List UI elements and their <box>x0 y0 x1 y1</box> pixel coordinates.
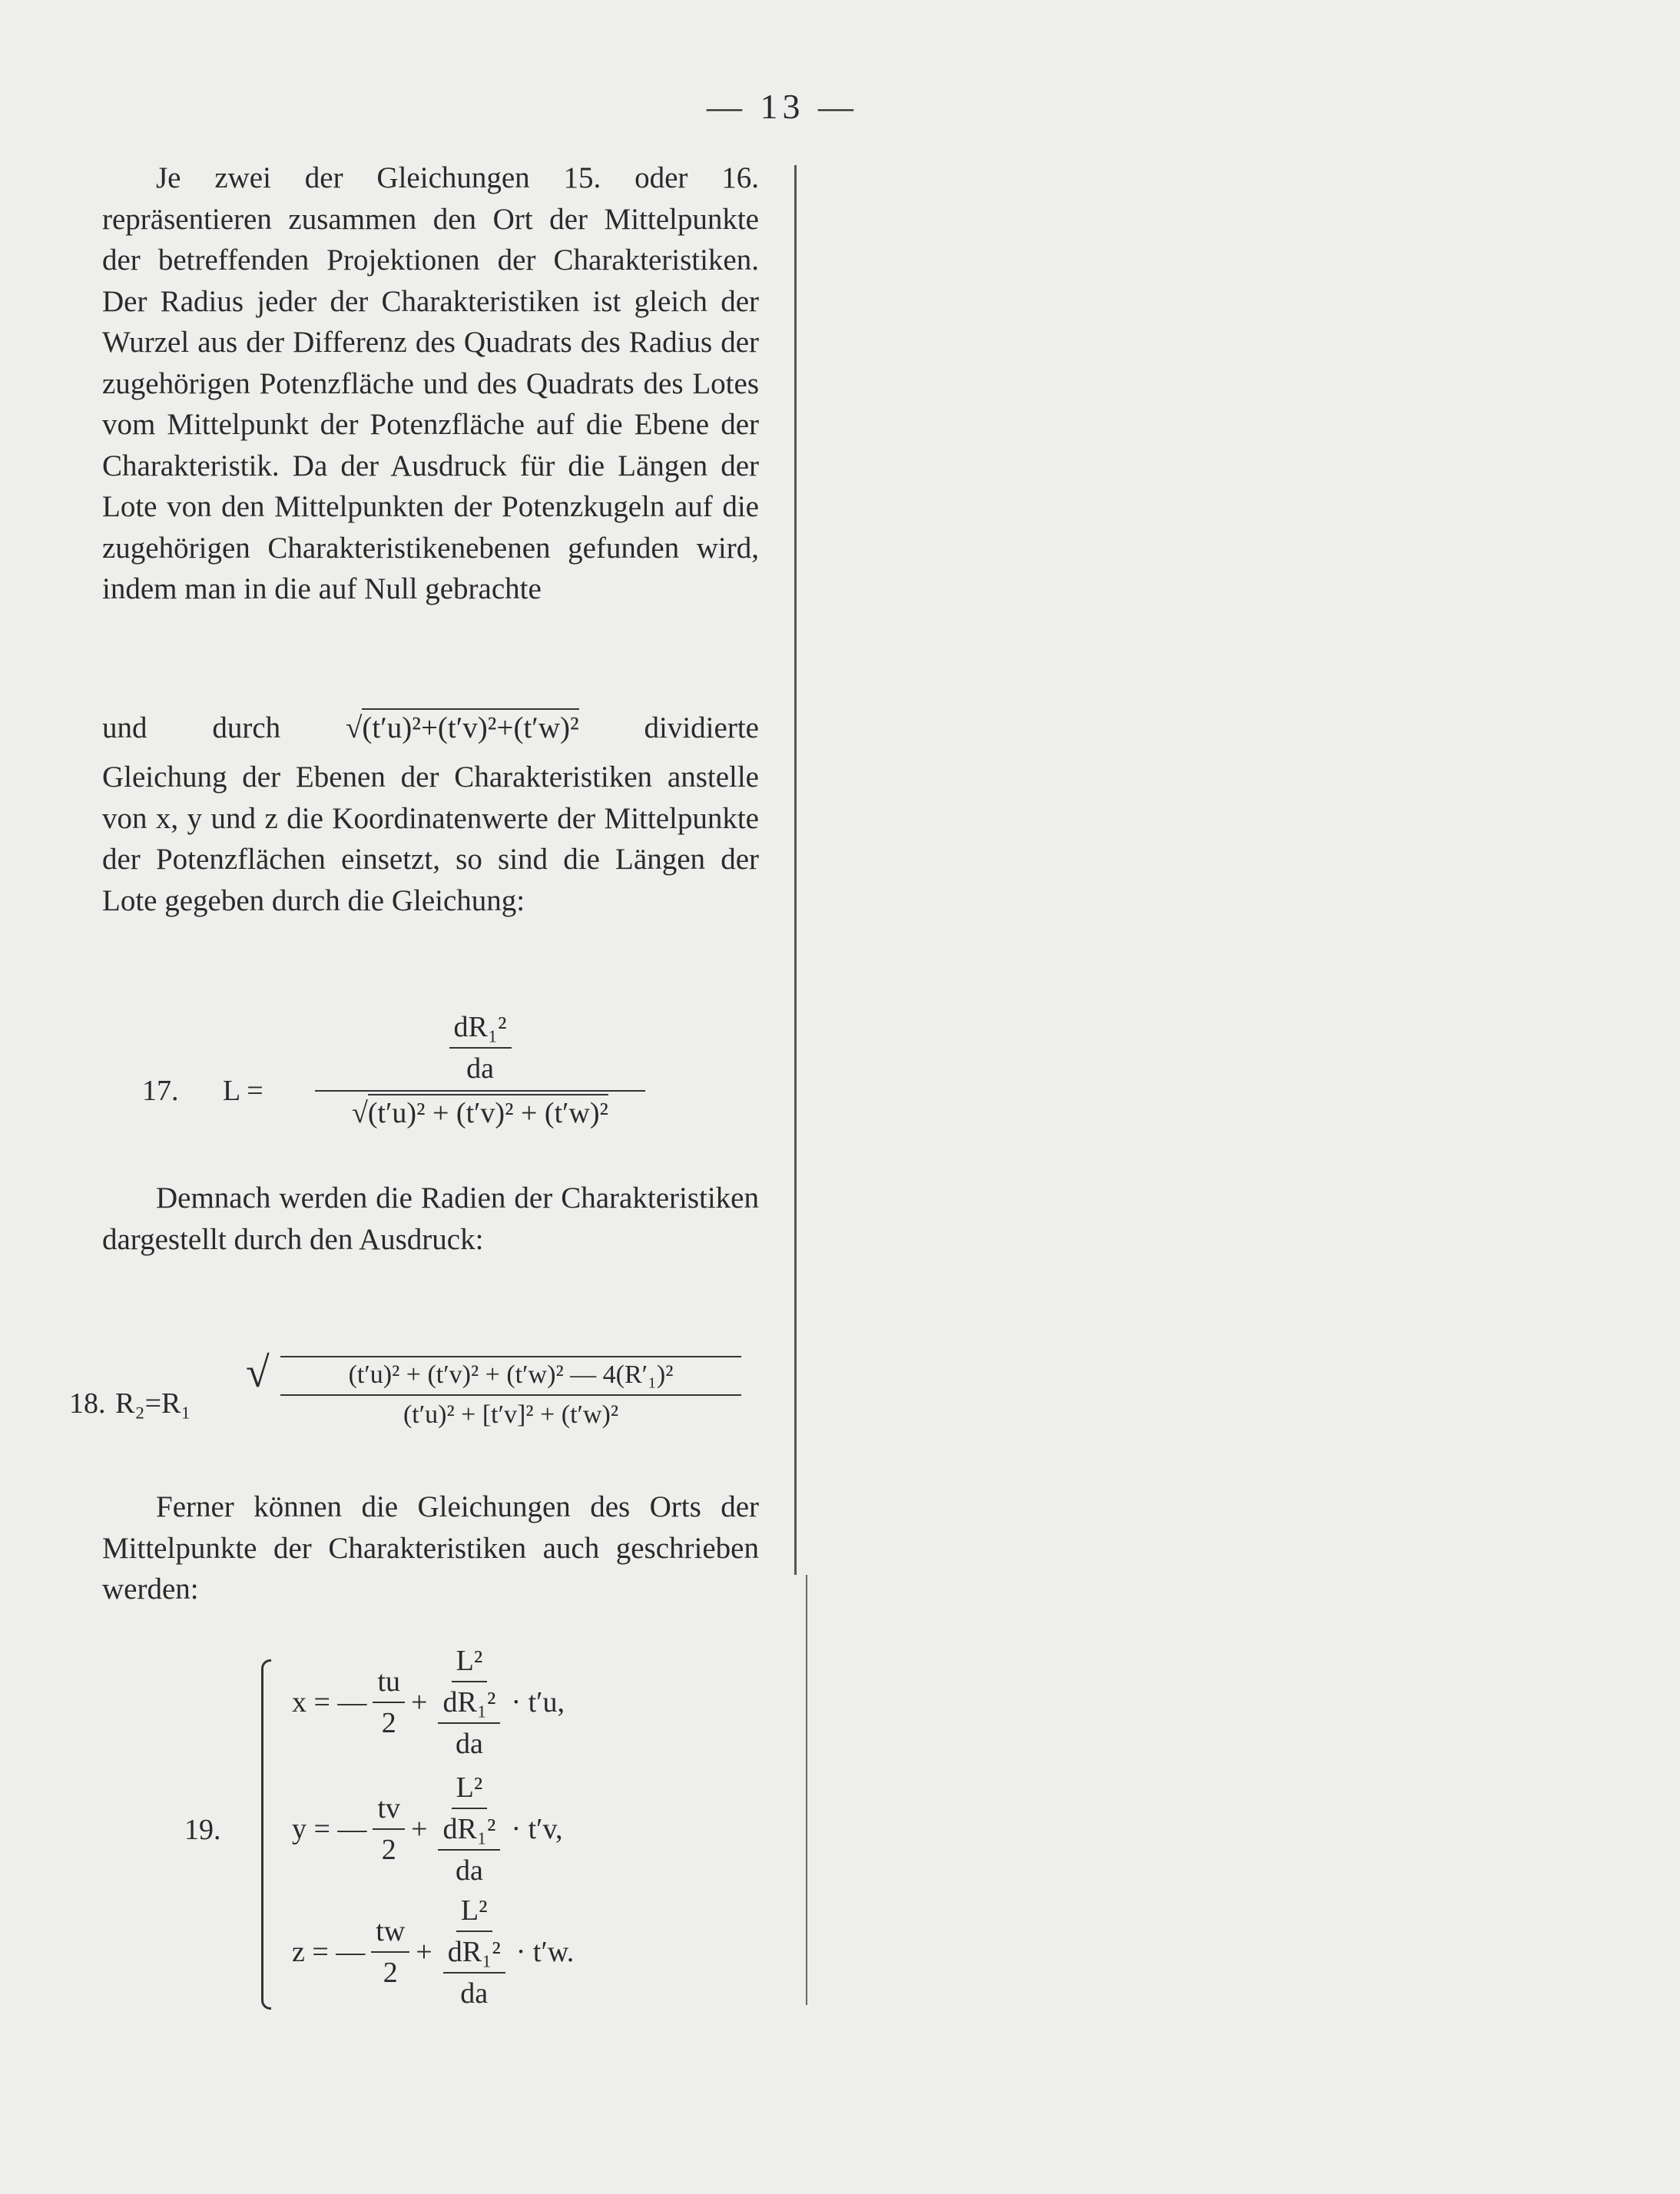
eq17-fraction <box>315 1010 645 1130</box>
eq18-number: 18. <box>69 1387 106 1420</box>
paragraph-2: Gleichung der Ebenen der Charakteristiken anstelle von x, y und z die Koordinatenwerte der Mittelpunkte der Potenzflächen einsetzt, so sind die Längen der Lote gegeben durch die Gleichung: <box>102 761 759 917</box>
eq19-y-tfrac <box>373 1791 405 1867</box>
eq19-x-Lfrac <box>433 1644 505 1761</box>
eq19-z-Lfrac <box>439 1894 510 2010</box>
eq19-y-lhs: y = — <box>292 1813 367 1845</box>
eq19-z-dR: dR₁² <box>443 1935 505 1974</box>
eq19-z-row <box>292 1894 574 2010</box>
left-column-3 <box>102 1178 759 1260</box>
eq19-z-plus: + <box>416 1936 432 1968</box>
word-dividierte: dividierte <box>644 711 759 744</box>
eq19-z-da: da <box>460 1977 489 2010</box>
eq19-y-tv: tv <box>373 1791 405 1830</box>
eq19-x-row <box>292 1644 565 1761</box>
eq19-number: 19. <box>184 1814 221 1846</box>
eq19-x-dfrac <box>433 1682 505 1761</box>
eq19-z-L2: L² <box>456 1894 492 1932</box>
eq17-lhs: L = <box>223 1075 263 1107</box>
eq19-y-row <box>292 1771 563 1887</box>
eq17-number: 17. <box>142 1075 179 1107</box>
eq19-y-dR: dR₁² <box>438 1812 500 1851</box>
eq19-y-plus: + <box>411 1813 428 1845</box>
eq18-numerator: (t′u)² + (t′v)² + (t′w)² — 4(R′₁)² <box>280 1356 741 1396</box>
eq19-x-tfrac <box>373 1665 405 1740</box>
eq19-x-plus: + <box>411 1686 428 1718</box>
eq18-root-sign: √ <box>246 1349 270 1397</box>
eq19-y-L2: L² <box>452 1771 488 1809</box>
word-durch: durch <box>212 711 281 744</box>
eq19-x-da: da <box>456 1728 483 1760</box>
eq19-z-two: 2 <box>383 1957 398 1989</box>
column-rule <box>794 165 797 1575</box>
paragraph-3: Demnach werden die Radien der Charakteristiken dargestellt durch den Ausdruck: <box>102 1182 759 1256</box>
word-und: und <box>102 711 147 744</box>
left-column-2 <box>102 757 759 921</box>
paragraph-1: Je zwei der Gleichungen 15. oder 16. repräsentieren zusammen den Ort der Mittelpunkte der betreffenden Projektionen der Charakteristiken. Der Radius jeder der Charakteristiken ist gleich der Wurzel aus der Differenz des Quadrats des Radius der zugehörigen Potenzfläche und des Quadrats des Lotes vom Mittelpunkt der Potenzfläche auf die Ebene der Charakteristik. Da der Ausdruck für die Längen der Lote von den Mittelpunkten der Potenzkugeln auf die zugehörigen Charakteristikenebenen gefunden wird, indem man in die auf Null gebrachte <box>102 161 759 605</box>
eq17-inner-fraction <box>449 1010 512 1085</box>
inline-root-radicand: (t′u)²+(t′v)²+(t′w)² <box>362 708 578 744</box>
eq17-dR: dR₁² <box>449 1010 512 1049</box>
eq19-y-Lfrac <box>433 1771 505 1887</box>
column-rule-lower <box>806 1575 807 2005</box>
eq19-x-dR: dR₁² <box>438 1685 500 1724</box>
page-number: — 13 — <box>707 87 858 126</box>
eq18-lhs: R₂=R₁ <box>115 1387 191 1420</box>
paragraph-4: Ferner können die Gleichungen des Orts der Mittelpunkte der Charakteristiken auch geschrieben werden: <box>102 1490 759 1606</box>
eq19-x-tu: tu <box>373 1665 405 1703</box>
inline-root: √(t′u)²+(t′v)²+(t′w)² <box>346 711 579 745</box>
eq17-den-text: (t′u)² + (t′v)² + (t′w)² <box>368 1094 608 1129</box>
eq19-y-dfrac <box>433 1809 505 1887</box>
eq18-denominator: (t′u)² + [t′v]² + (t′w)² <box>403 1400 619 1429</box>
left-column <box>102 157 759 610</box>
eq19-x-lhs: x = — <box>292 1686 367 1718</box>
eq19-z-tw: tw <box>371 1914 409 1953</box>
eq19-y-two: 2 <box>381 1834 396 1866</box>
eq19-z-dfrac <box>439 1932 510 2010</box>
eq19-z-tfrac <box>371 1914 409 1990</box>
eq19-brace <box>261 1659 271 2010</box>
left-column-4 <box>102 1486 759 1610</box>
eq17-denominator: √(t′u)² + (t′v)² + (t′w)² <box>315 1090 645 1130</box>
eq19-z-lhs: z = — <box>292 1936 366 1968</box>
eq19-x-two: 2 <box>381 1707 396 1739</box>
eq19-x-L2: L² <box>452 1644 488 1682</box>
inline-radical-line <box>102 711 759 745</box>
eq19-y-tail: · t′v, <box>511 1813 563 1845</box>
eq18-fraction <box>280 1356 741 1430</box>
eq19-z-tail: · t′w. <box>515 1936 575 1968</box>
eq19-y-da: da <box>456 1854 483 1887</box>
eq17-da: da <box>466 1052 494 1085</box>
eq19-x-tail: · t′u, <box>511 1686 565 1718</box>
